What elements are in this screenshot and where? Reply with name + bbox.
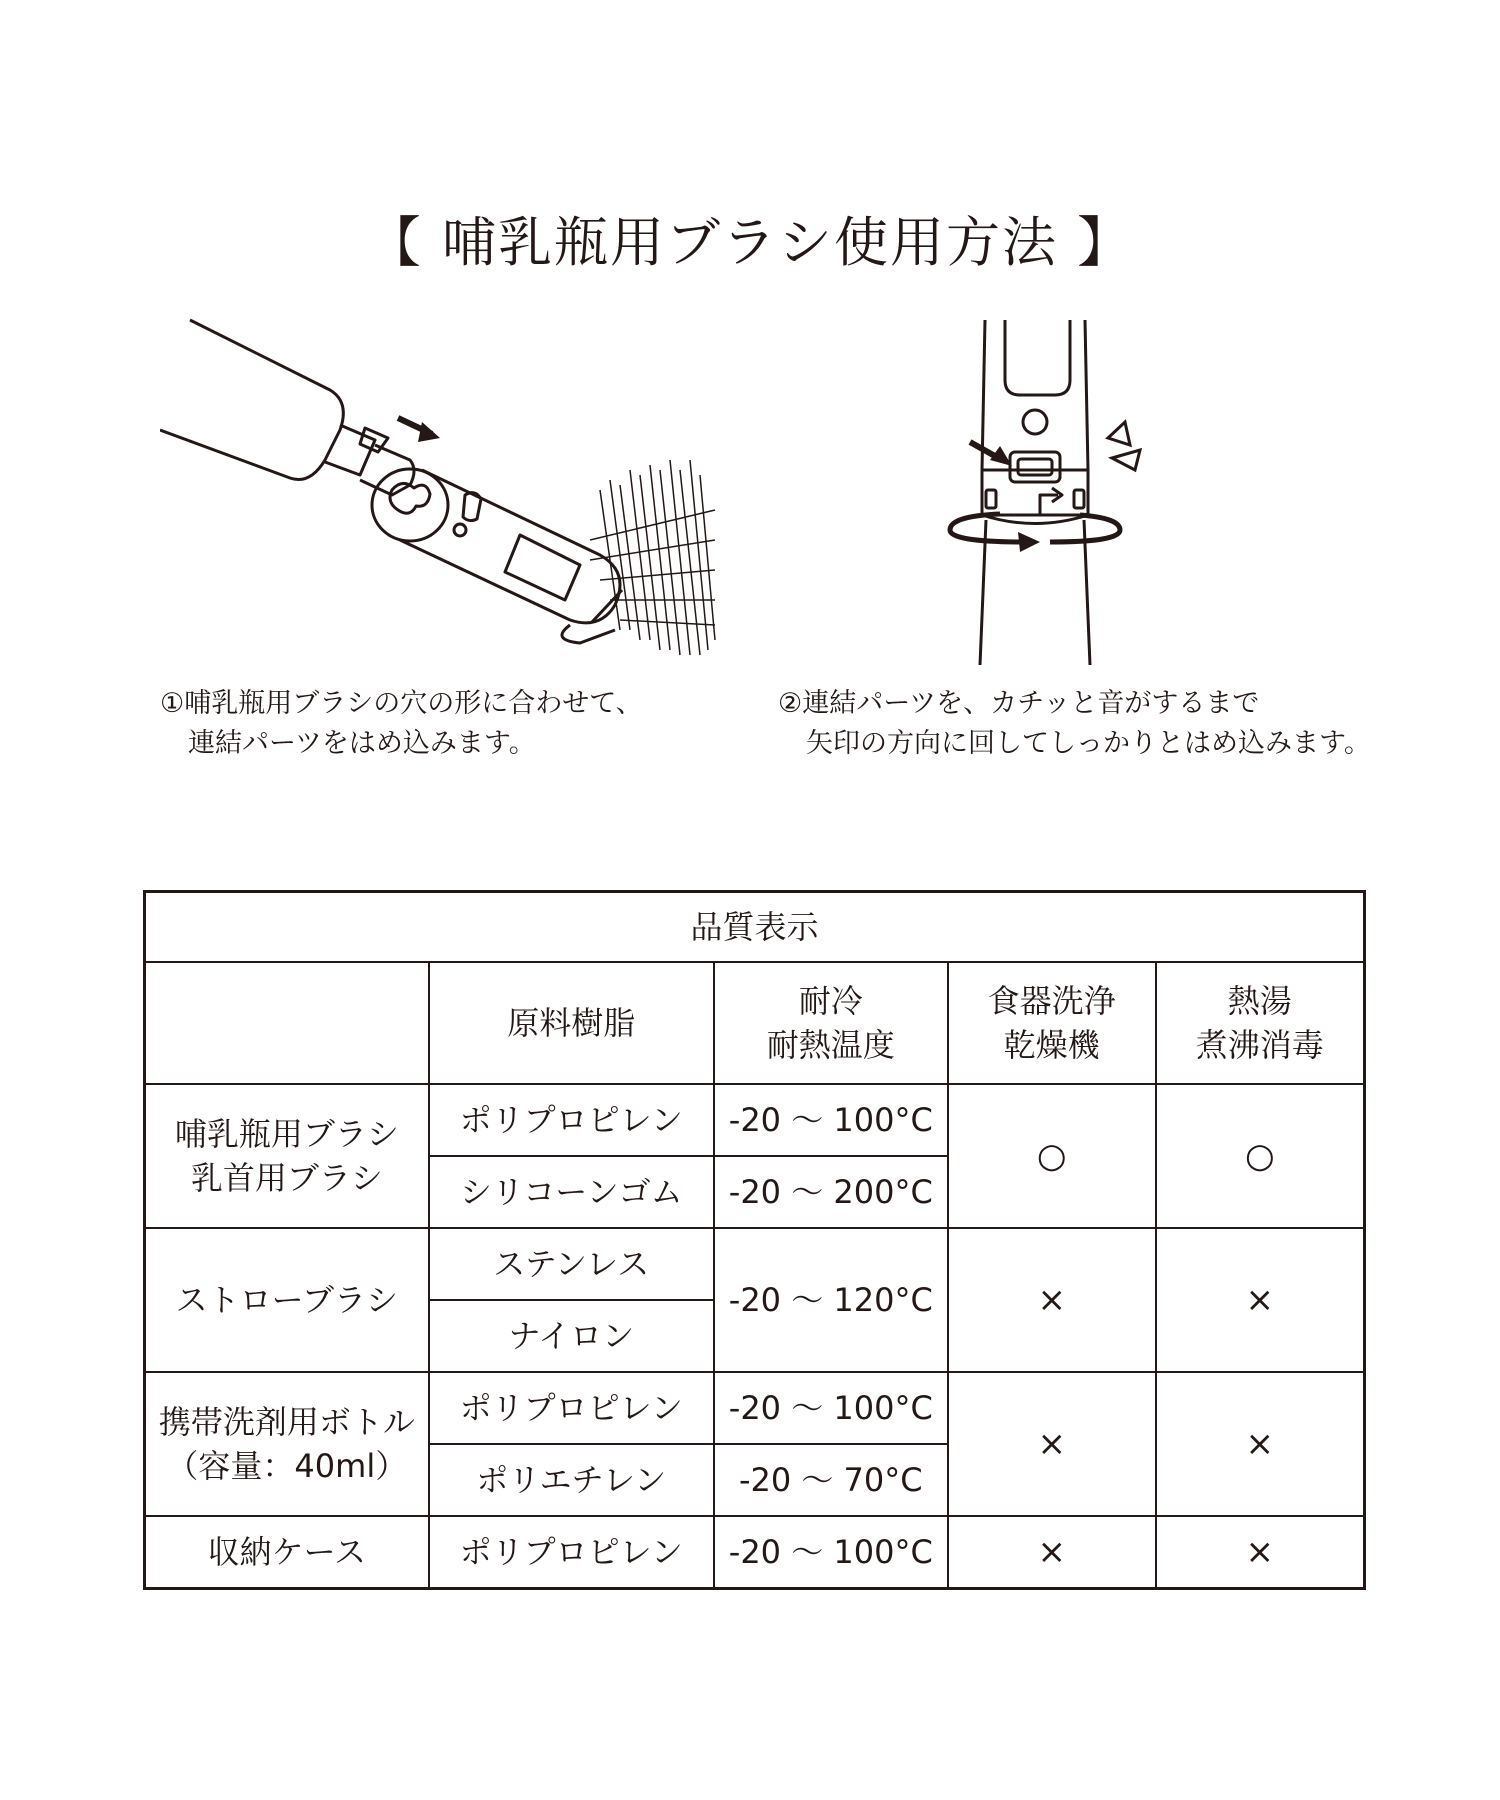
col-header-boiling-text: 熱湯 煮沸消毒 bbox=[1195, 982, 1324, 1064]
temp-cell: -20 ～ 100°C bbox=[714, 1516, 948, 1589]
table-row bbox=[145, 1228, 1365, 1300]
page-title: 【 哺乳瓶用ブラシ使用方法 】 bbox=[366, 211, 1134, 274]
quality-table bbox=[143, 890, 1366, 1590]
product-name-text: 哺乳瓶用ブラシ 乳首用ブラシ bbox=[174, 1115, 399, 1197]
dishwasher-cell: × bbox=[948, 1372, 1156, 1516]
product-name bbox=[145, 1372, 429, 1516]
boiling-cell: ○ bbox=[1156, 1084, 1365, 1228]
material-cell: ポリプロピレン bbox=[429, 1372, 714, 1444]
step1-line1: ①哺乳瓶用ブラシの穴の形に合わせて、 bbox=[160, 688, 643, 719]
dishwasher-cell: × bbox=[948, 1516, 1156, 1589]
material-cell: ステンレス bbox=[429, 1228, 714, 1300]
push-arrow-icon bbox=[970, 442, 1012, 466]
product-name: ストローブラシ bbox=[145, 1228, 429, 1372]
boiling-cell: × bbox=[1156, 1228, 1365, 1372]
table-caption: 品質表示 bbox=[145, 892, 1365, 963]
col-header-temp-text: 耐冷 耐熱温度 bbox=[766, 982, 895, 1064]
lock-button-icon bbox=[1010, 452, 1060, 482]
step2-line1: ②連結パーツを、カチッと音がするまで bbox=[778, 688, 1260, 719]
click-sound-icon bbox=[1108, 422, 1140, 470]
push-arrow-icon bbox=[398, 418, 440, 442]
table-row bbox=[145, 1516, 1365, 1589]
col-header-dishwasher-text: 食器洗浄 乾燥機 bbox=[987, 982, 1116, 1064]
temp-cell: -20 ～ 100°C bbox=[714, 1084, 948, 1156]
material-cell: ナイロン bbox=[429, 1300, 714, 1372]
step2-line2: 矢印の方向に回してしっかりとはめ込みます。 bbox=[806, 728, 1371, 759]
col-header-material: 原料樹脂 bbox=[429, 962, 714, 1084]
table-header-row bbox=[145, 962, 1365, 1084]
handle-connector-icon bbox=[160, 320, 414, 495]
brush-head-icon bbox=[372, 469, 622, 643]
step1-illustration bbox=[160, 310, 720, 670]
dishwasher-cell: ○ bbox=[948, 1084, 1156, 1228]
material-cell: ポリプロピレン bbox=[429, 1516, 714, 1589]
material-cell: ポリエチレン bbox=[429, 1444, 714, 1516]
temp-cell: -20 ～ 100°C bbox=[714, 1372, 948, 1444]
product-name bbox=[145, 1084, 429, 1228]
col-header-empty bbox=[145, 962, 429, 1084]
col-header-dishwasher bbox=[948, 962, 1156, 1084]
product-name: 収納ケース bbox=[145, 1516, 429, 1589]
rotate-arrow-icon bbox=[950, 514, 1120, 542]
material-cell: シリコーンゴム bbox=[429, 1156, 714, 1228]
product-name-text: 携帯洗剤用ボトル （容量：40ml） bbox=[158, 1403, 415, 1485]
step1-caption bbox=[160, 684, 643, 764]
table-row bbox=[145, 1084, 1365, 1156]
step1-line2: 連結パーツをはめ込みます。 bbox=[188, 728, 536, 759]
temp-cell: -20 ～ 70°C bbox=[714, 1444, 948, 1516]
temp-cell: -20 ～ 120°C bbox=[714, 1228, 948, 1372]
col-header-boiling bbox=[1156, 962, 1365, 1084]
col-header-temp bbox=[714, 962, 948, 1084]
step2-illustration bbox=[930, 310, 1160, 670]
material-cell: ポリプロピレン bbox=[429, 1084, 714, 1156]
step2-caption bbox=[778, 684, 1371, 764]
temp-cell: -20 ～ 200°C bbox=[714, 1156, 948, 1228]
boiling-cell: × bbox=[1156, 1372, 1365, 1516]
dishwasher-cell: × bbox=[948, 1228, 1156, 1372]
table-row bbox=[145, 1372, 1365, 1444]
boiling-cell: × bbox=[1156, 1516, 1365, 1589]
